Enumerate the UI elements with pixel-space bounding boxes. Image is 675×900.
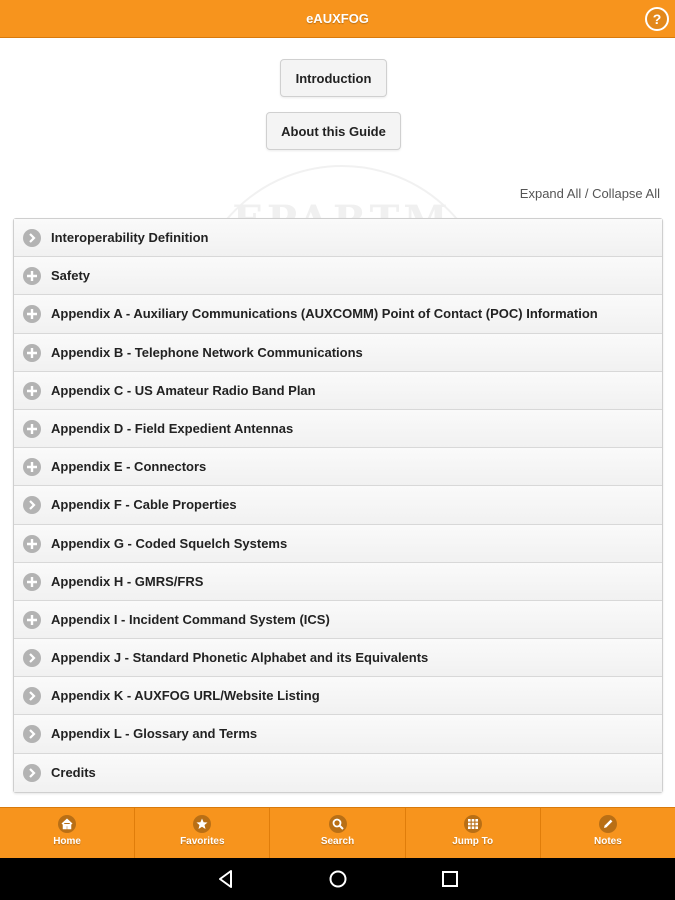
section-appendix-c[interactable] (14, 372, 662, 410)
section-appendix-i[interactable] (14, 601, 662, 639)
tab-search[interactable] (270, 808, 405, 858)
chevron-right-icon (23, 496, 41, 514)
chevron-right-icon (23, 229, 41, 247)
section-appendix-f[interactable] (14, 486, 662, 524)
section-label: Appendix L - Glossary and Terms (51, 726, 258, 742)
section-appendix-h[interactable] (14, 563, 662, 601)
section-label: Appendix E - Connectors (51, 459, 207, 475)
section-appendix-a[interactable] (14, 295, 662, 333)
app-title: eAUXFOG (306, 11, 369, 26)
tab-favorites[interactable] (135, 808, 270, 858)
section-label: Appendix F - Cable Properties (51, 497, 237, 513)
expand-collapse-all-link[interactable]: Expand All / Collapse All (519, 186, 660, 201)
grid-icon (464, 815, 482, 833)
tab-home[interactable] (0, 808, 135, 858)
system-navigation-bar (0, 858, 675, 900)
section-safety[interactable] (14, 257, 662, 295)
section-appendix-b[interactable] (14, 334, 662, 372)
tab-notes[interactable] (541, 808, 675, 858)
tab-label: Jump To (452, 836, 494, 847)
section-label: Appendix D - Field Expedient Antennas (51, 420, 294, 436)
plus-icon (23, 344, 41, 362)
section-appendix-k[interactable] (14, 677, 662, 715)
plus-icon (23, 611, 41, 629)
chevron-right-icon (23, 649, 41, 667)
section-appendix-d[interactable] (14, 410, 662, 448)
section-label: Appendix G - Coded Squelch Systems (51, 535, 288, 551)
section-appendix-l[interactable] (14, 715, 662, 753)
plus-icon (23, 382, 41, 400)
home-circle-icon[interactable] (327, 868, 349, 890)
section-interoperability-definition[interactable] (14, 219, 662, 257)
section-appendix-e[interactable] (14, 448, 662, 486)
chevron-right-icon (23, 725, 41, 743)
pencil-icon (599, 815, 617, 833)
plus-icon (23, 573, 41, 591)
section-credits[interactable] (14, 754, 662, 792)
section-label: Credits (51, 764, 96, 780)
plus-icon (23, 458, 41, 476)
section-appendix-j[interactable] (14, 639, 662, 677)
tab-jump-to[interactable] (406, 808, 541, 858)
section-label: Interoperability Definition (51, 230, 209, 245)
star-icon (193, 815, 211, 833)
back-icon[interactable] (215, 868, 237, 890)
app-header (0, 0, 675, 38)
chevron-right-icon (23, 764, 41, 782)
section-label: Safety (51, 268, 91, 284)
tab-label: Search (320, 836, 355, 847)
section-label: Appendix B - Telephone Network Communications (51, 344, 363, 360)
section-appendix-g[interactable] (14, 525, 662, 563)
tab-label: Notes (594, 836, 622, 847)
section-label: Appendix J - Standard Phonetic Alphabet and its Equivalents (51, 650, 429, 666)
search-icon (329, 815, 347, 833)
section-list (13, 218, 663, 793)
about-guide-button[interactable]: About this Guide (266, 112, 401, 150)
home-icon (58, 815, 76, 833)
introduction-button[interactable]: Introduction (280, 59, 387, 97)
recent-apps-icon[interactable] (439, 868, 461, 890)
tab-label: Favorites (180, 836, 225, 847)
plus-icon (23, 305, 41, 323)
chevron-right-icon (23, 687, 41, 705)
section-label: Appendix A - Auxiliary Communications (AUXCOMM) Point of Contact (POC) Information (51, 306, 598, 322)
plus-icon (23, 267, 41, 285)
plus-icon (23, 535, 41, 553)
section-label: Appendix C - US Amateur Radio Band Plan (51, 382, 316, 398)
help-button[interactable]: ? (645, 7, 669, 31)
section-label: Appendix H - GMRS/FRS (51, 573, 204, 589)
section-label: Appendix I - Incident Command System (ICS) (51, 611, 330, 627)
bottom-tab-bar (0, 807, 675, 858)
tab-label: Home (53, 836, 81, 847)
section-label: Appendix K - AUXFOG URL/Website Listing (51, 688, 320, 704)
plus-icon (23, 420, 41, 438)
